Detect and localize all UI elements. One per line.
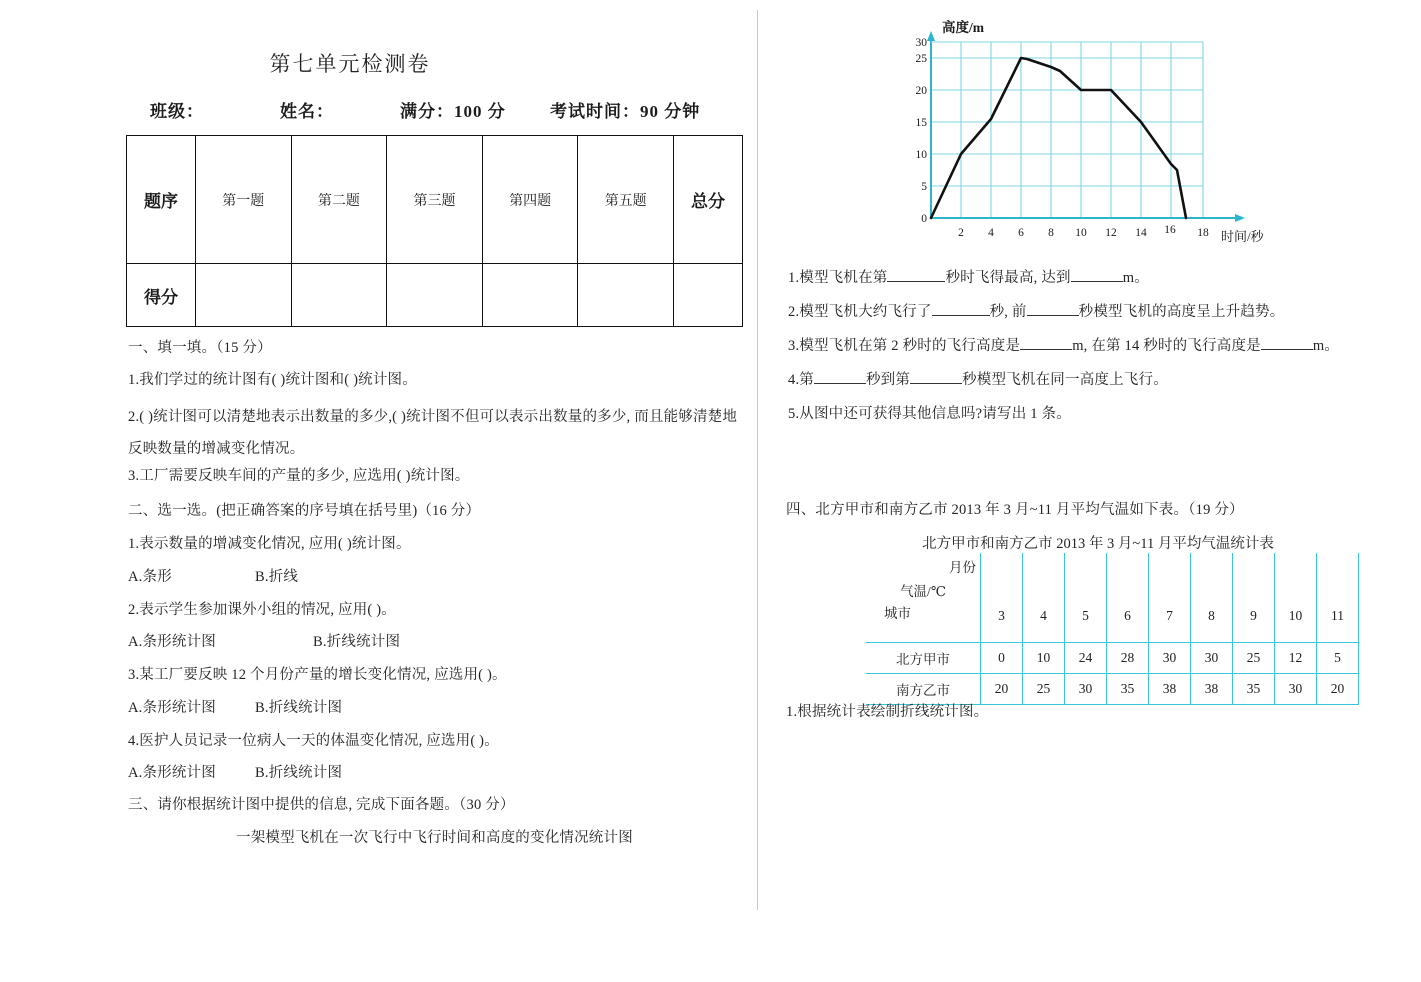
section3-question-3 bbox=[788, 336, 1339, 357]
month-header-11: 11 bbox=[1317, 553, 1359, 643]
q1-blank-1[interactable] bbox=[887, 281, 945, 282]
q1-blank-2[interactable] bbox=[1071, 281, 1123, 282]
temperature-table-title: 北方甲市和南方乙市 2013 年 3 月~11 月平均气温统计表 bbox=[922, 536, 1274, 552]
q4-part-2: 秒到第 bbox=[865, 372, 911, 388]
section2-item-1-question: 1.表示数量的增减变化情况, 应用( )统计图。 bbox=[128, 536, 411, 552]
north-value-7: 30 bbox=[1149, 643, 1191, 674]
svg-text:16: 16 bbox=[1164, 224, 1176, 236]
q2-part-2: 秒, 前 bbox=[989, 304, 1027, 320]
south-value-6: 35 bbox=[1107, 674, 1149, 705]
page-title: 第七单元检测卷 bbox=[269, 52, 431, 76]
paper-meta bbox=[150, 97, 750, 122]
section2-item-4-option-b[interactable]: B.折线统计图 bbox=[255, 765, 343, 781]
north-value-11: 5 bbox=[1317, 643, 1359, 674]
corner-label-month: 月份 bbox=[949, 560, 976, 575]
section1-item-2: 2.( )统计图可以清楚地表示出数量的多少,( )统计图不但可以表示出数量的多少, 而且能够清楚地反映数量的增减变化情况。 bbox=[128, 409, 738, 457]
q1-part-2: 秒时飞得最高, 达到 bbox=[945, 270, 1071, 286]
score-table bbox=[126, 135, 743, 327]
q4-part-3: 秒模型飞机在同一高度上飞行。 bbox=[962, 372, 1168, 388]
section2-item-2-option-a[interactable]: A.条形统计图 bbox=[128, 634, 216, 650]
south-value-11: 20 bbox=[1317, 674, 1359, 705]
q4-part-1: 4.第 bbox=[788, 372, 814, 388]
south-value-7: 38 bbox=[1149, 674, 1191, 705]
south-value-5: 30 bbox=[1065, 674, 1107, 705]
svg-text:30: 30 bbox=[915, 37, 927, 49]
section2-item-3-question: 3.某工厂要反映 12 个月份产量的增长变化情况, 应选用( )。 bbox=[128, 667, 507, 683]
temperature-table bbox=[866, 553, 1359, 705]
month-header-5: 5 bbox=[1065, 553, 1107, 643]
column-header-total: 总分 bbox=[674, 136, 743, 264]
chart-axes bbox=[931, 38, 1238, 218]
svg-text:20: 20 bbox=[915, 85, 927, 97]
flight-height-line-chart bbox=[908, 10, 1288, 270]
score-cell-q1[interactable] bbox=[196, 264, 292, 327]
row-label-question-order: 题序 bbox=[127, 136, 196, 264]
svg-text:0: 0 bbox=[921, 213, 927, 225]
q2-blank-1[interactable] bbox=[932, 315, 990, 316]
month-header-3: 3 bbox=[981, 553, 1023, 643]
month-header-10: 10 bbox=[1275, 553, 1317, 643]
score-cell-q2[interactable] bbox=[291, 264, 387, 327]
column-header-q3: 第三题 bbox=[387, 136, 483, 264]
score-cell-q5[interactable] bbox=[578, 264, 674, 327]
score-cell-total[interactable] bbox=[674, 264, 743, 327]
section3-chart-caption: 一架模型飞机在一次飞行中飞行时间和高度的变化情况统计图 bbox=[236, 830, 633, 846]
section1-item-3: 3.工厂需要反映车间的产量的多少, 应选用( )统计图。 bbox=[128, 468, 470, 484]
q1-part-3: m。 bbox=[1122, 270, 1149, 286]
section1-item-1: 1.我们学过的统计图有( )统计图和( )统计图。 bbox=[128, 372, 417, 388]
q1-part-1: 1.模型飞机在第 bbox=[788, 270, 888, 286]
section3-question-2 bbox=[788, 302, 1284, 323]
chart-y-axis-title: 高度/m bbox=[942, 20, 984, 35]
svg-text:8: 8 bbox=[1048, 227, 1054, 239]
chart-data-line bbox=[931, 58, 1186, 218]
column-header-q5: 第五题 bbox=[578, 136, 674, 264]
month-header-8: 8 bbox=[1191, 553, 1233, 643]
svg-text:12: 12 bbox=[1105, 227, 1117, 239]
section4-question-1: 1.根据统计表绘制折线统计图。 bbox=[786, 704, 989, 720]
section2-item-4-option-a[interactable]: A.条形统计图 bbox=[128, 765, 216, 781]
svg-text:14: 14 bbox=[1135, 227, 1147, 239]
svg-text:5: 5 bbox=[921, 181, 927, 193]
table-corner-header bbox=[866, 553, 981, 643]
month-header-7: 7 bbox=[1149, 553, 1191, 643]
exam-time-label: 考试时间：90 分钟 bbox=[550, 102, 701, 121]
north-value-9: 25 bbox=[1233, 643, 1275, 674]
x-axis-arrow-icon bbox=[1235, 214, 1245, 222]
svg-text:25: 25 bbox=[915, 53, 927, 65]
section2-item-3-option-b[interactable]: B.折线统计图 bbox=[255, 700, 343, 716]
svg-text:10: 10 bbox=[915, 149, 927, 161]
north-value-4: 10 bbox=[1023, 643, 1065, 674]
section3-question-4 bbox=[788, 370, 1168, 391]
section2-item-3-option-a[interactable]: A.条形统计图 bbox=[128, 700, 216, 716]
column-header-q1: 第一题 bbox=[196, 136, 292, 264]
table-row bbox=[866, 643, 1359, 674]
section3-heading: 三、请你根据统计图中提供的信息, 完成下面各题。（30 分） bbox=[128, 797, 515, 813]
month-header-4: 4 bbox=[1023, 553, 1065, 643]
corner-label-temperature: 气温/℃ bbox=[900, 584, 946, 599]
section3-question-1 bbox=[788, 268, 1149, 289]
south-value-9: 35 bbox=[1233, 674, 1275, 705]
q3-blank-2[interactable] bbox=[1261, 349, 1313, 350]
south-value-4: 25 bbox=[1023, 674, 1065, 705]
month-header-6: 6 bbox=[1107, 553, 1149, 643]
south-value-8: 38 bbox=[1191, 674, 1233, 705]
svg-text:4: 4 bbox=[988, 227, 994, 239]
q2-blank-2[interactable] bbox=[1027, 315, 1079, 316]
row-header-south-city: 南方乙市 bbox=[866, 674, 981, 705]
q4-blank-2[interactable] bbox=[910, 383, 962, 384]
svg-text:6: 6 bbox=[1018, 227, 1024, 239]
section3-question-5: 5.从图中还可获得其他信息吗?请写出 1 条。 bbox=[788, 406, 1071, 422]
corner-label-city: 城市 bbox=[884, 606, 911, 621]
north-value-10: 12 bbox=[1275, 643, 1317, 674]
north-value-5: 24 bbox=[1065, 643, 1107, 674]
row-label-score: 得分 bbox=[127, 264, 196, 327]
name-field-label: 姓名： bbox=[280, 102, 334, 121]
q2-part-3: 秒模型飞机的高度呈上升趋势。 bbox=[1078, 304, 1285, 320]
q3-part-3: m。 bbox=[1312, 338, 1340, 354]
q3-blank-1[interactable] bbox=[1020, 349, 1072, 350]
right-page-column bbox=[758, 0, 1421, 982]
table-row bbox=[127, 264, 743, 327]
q4-blank-1[interactable] bbox=[814, 383, 866, 384]
section2-item-2-option-b[interactable]: B.折线统计图 bbox=[313, 634, 401, 650]
q3-part-2: m, 在第 14 秒时的飞行高度是 bbox=[1072, 338, 1261, 354]
south-value-10: 30 bbox=[1275, 674, 1317, 705]
month-header-9: 9 bbox=[1233, 553, 1275, 643]
section2-heading: 二、选一选。(把正确答案的序号填在括号里)（16 分） bbox=[128, 503, 481, 519]
north-value-6: 28 bbox=[1107, 643, 1149, 674]
section2-item-2-question: 2.表示学生参加课外小组的情况, 应用( )。 bbox=[128, 602, 397, 618]
column-header-q2: 第二题 bbox=[291, 136, 387, 264]
north-value-8: 30 bbox=[1191, 643, 1233, 674]
section2-item-4-question: 4.医护人员记录一位病人一天的体温变化情况, 应选用( )。 bbox=[128, 733, 499, 749]
section1-heading: 一、填一填。（15 分） bbox=[128, 340, 272, 356]
score-cell-q3[interactable] bbox=[387, 264, 483, 327]
row-header-north-city: 北方甲市 bbox=[866, 643, 981, 674]
x-axis-tick-labels bbox=[958, 224, 1209, 239]
chart-gridlines bbox=[931, 58, 1203, 218]
table-row bbox=[866, 674, 1359, 705]
y-axis-tick-labels bbox=[916, 37, 928, 225]
class-field-label: 班级： bbox=[150, 102, 204, 121]
q3-part-1: 3.模型飞机在第 2 秒时的飞行高度是 bbox=[788, 338, 1021, 354]
score-cell-q4[interactable] bbox=[482, 264, 578, 327]
south-value-3: 20 bbox=[981, 674, 1023, 705]
chart-x-axis-title: 时间/秒 bbox=[1221, 229, 1264, 244]
section4-heading: 四、北方甲市和南方乙市 2013 年 3 月~11 月平均气温如下表。（19 分） bbox=[786, 502, 1244, 518]
svg-text:10: 10 bbox=[1075, 227, 1087, 239]
svg-text:2: 2 bbox=[958, 227, 964, 239]
column-header-q4: 第四题 bbox=[482, 136, 578, 264]
section2-item-1-option-a[interactable]: A.条形 bbox=[128, 569, 172, 585]
section2-item-1-option-b[interactable]: B.折线 bbox=[255, 569, 299, 585]
table-row bbox=[866, 553, 1359, 643]
svg-text:15: 15 bbox=[915, 117, 927, 129]
north-value-3: 0 bbox=[981, 643, 1023, 674]
full-score-label: 满分：100 分 bbox=[400, 102, 506, 121]
svg-text:18: 18 bbox=[1197, 227, 1209, 239]
y-axis-arrow-icon bbox=[927, 31, 935, 41]
q2-part-1: 2.模型飞机大约飞行了 bbox=[788, 304, 932, 320]
table-row bbox=[127, 136, 743, 264]
